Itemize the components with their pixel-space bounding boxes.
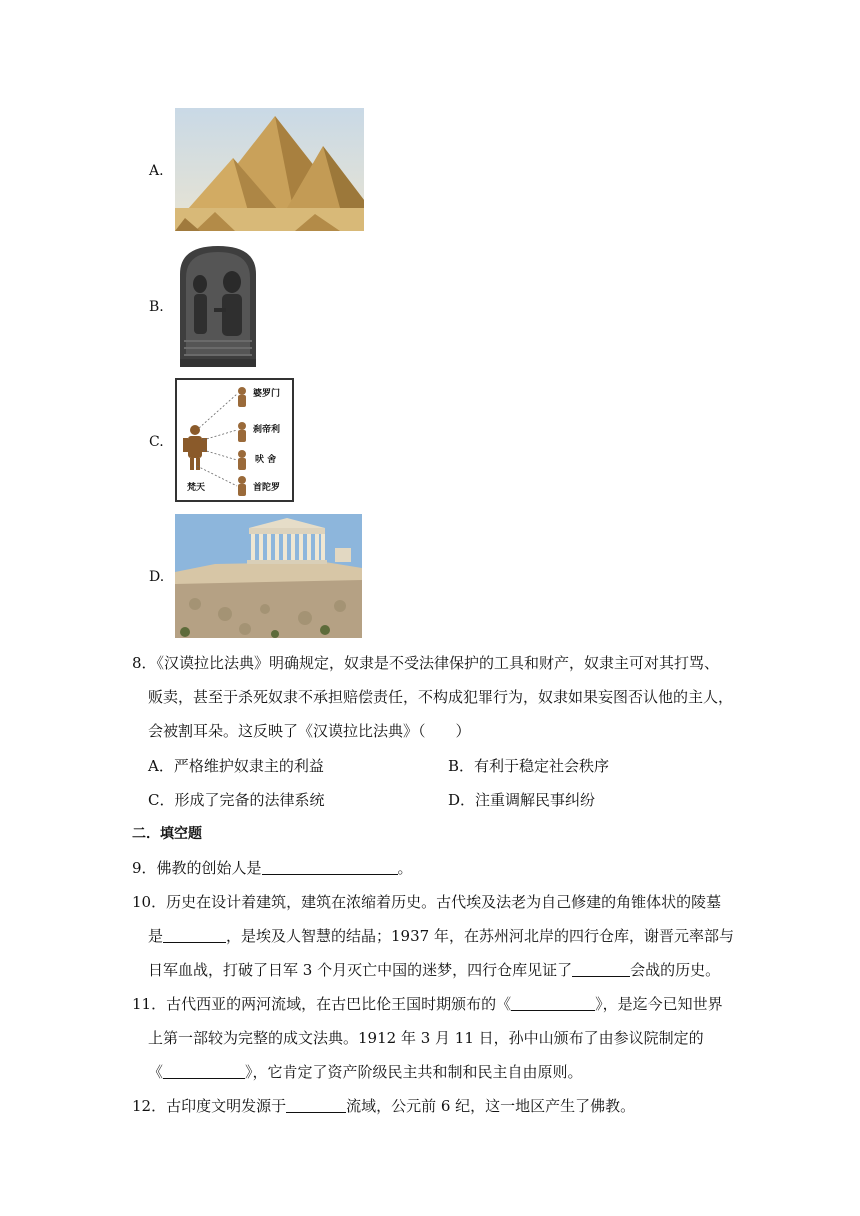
q9-answer-blank[interactable]: [262, 858, 398, 875]
q12-line: [132, 1095, 635, 1116]
q10-line3: [148, 959, 720, 980]
q11-answer-blank-2[interactable]: [163, 1062, 245, 1079]
q10-answer-blank-1[interactable]: [163, 926, 226, 943]
q8-stem-line3: 会被割耳朵。这反映了《汉谟拉比法典》（ ）: [148, 722, 471, 740]
option-d-label: D.: [149, 569, 165, 585]
q8-option-a: A．严格维护奴隶主的利益: [148, 757, 324, 775]
q9-text-before: 9．佛教的创始人是: [132, 859, 262, 877]
caste-diagram-image: [175, 378, 294, 502]
q11-line1-after: 》，是迄今已知世界: [595, 995, 723, 1013]
q11-line3-after: 》，它肯定了资产阶级民主共和制和民主自由原则。: [245, 1063, 583, 1081]
q10-line2-before: 是: [148, 927, 164, 945]
option-a-label: A.: [149, 163, 164, 179]
q11-line1-before: 11．古代西亚的两河流域，在古巴比伦王国时期颁布的《: [132, 995, 512, 1013]
q8-stem-line1: 8．《汉谟拉比法典》明确规定，奴隶是不受法律保护的工具和财产，奴隶主可对其打骂、: [132, 654, 720, 672]
q9-text-after: 。: [397, 859, 413, 877]
option-b-label: B.: [149, 299, 164, 315]
q11-line3: [148, 1061, 583, 1082]
q10-line3-before: 日军血战，打破了日军 3 个月灭亡中国的迷梦，四行仓库见证了: [148, 961, 573, 979]
hammurabi-stele-image: [176, 244, 260, 367]
q10-line1: 10．历史在设计着建筑，建筑在浓缩着历史。古代埃及法老为自己修建的角锥体状的陵墓: [132, 893, 722, 911]
q11-line2: 上第一部较为完整的成文法典。1912 年 3 月 11 日，孙中山颁布了由参议院制定的: [148, 1029, 704, 1047]
q8-stem-line2: 贩卖，甚至于杀死奴隶不承担赔偿责任，不构成犯罪行为，奴隶如果妄图否认他的主人，: [148, 688, 734, 706]
q10-line2: [148, 925, 734, 946]
god-label-brahma: 梵天: [187, 483, 206, 493]
q8-option-b: B．有利于稳定社会秩序: [448, 757, 610, 775]
caste-label-brahmin: 婆罗门: [253, 389, 281, 399]
parthenon-image: [175, 514, 362, 638]
q11-answer-blank-1[interactable]: [511, 994, 595, 1011]
q10-answer-blank-2[interactable]: [572, 960, 630, 977]
caste-label-shudra: 首陀罗: [253, 483, 281, 493]
q11-line3-before: 《: [148, 1063, 164, 1081]
q8-option-c: C．形成了完备的法律系统: [148, 791, 325, 809]
pyramids-image: [175, 108, 364, 231]
q10-line3-after: 会战的历史。: [630, 961, 721, 979]
q12-answer-blank[interactable]: [286, 1096, 346, 1113]
caste-label-kshatriya: 刹帝利: [253, 425, 281, 435]
q11-line1: [132, 993, 723, 1014]
q9-line: [132, 857, 413, 878]
q10-line2-after: ，是埃及人智慧的结晶；1937 年，在苏州河北岸的四行仓库，谢晋元率部与: [226, 927, 734, 945]
option-c-label: C.: [149, 434, 164, 450]
q8-option-d: D．注重调解民事纠纷: [448, 791, 596, 809]
q12-text-after: 流域，公元前 6 纪，这一地区产生了佛教。: [346, 1097, 636, 1115]
caste-label-vaishya: 吠 舍: [255, 455, 277, 465]
q12-text-before: 12．古印度文明发源于: [132, 1097, 287, 1115]
section-title-fill-in: 二．填空题: [132, 826, 202, 842]
